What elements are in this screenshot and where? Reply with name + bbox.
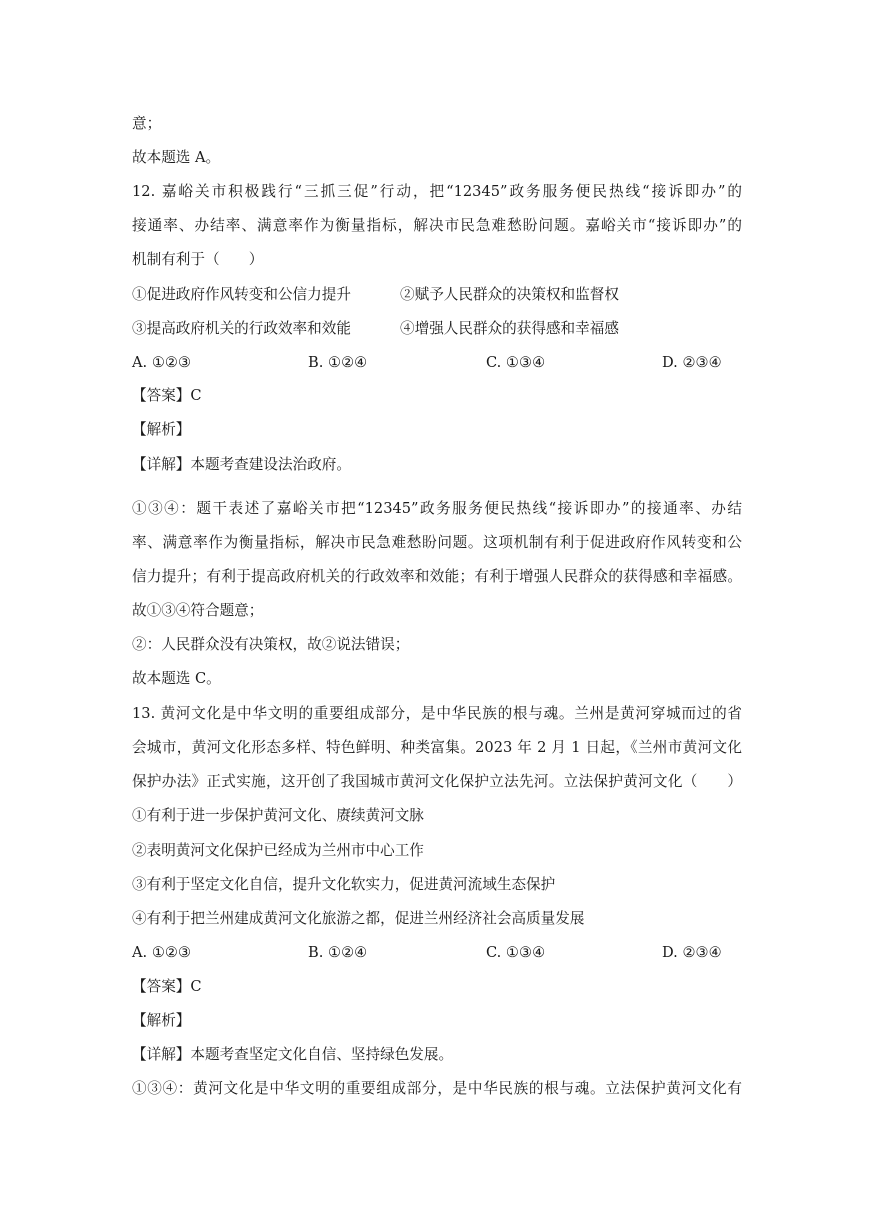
question-12-stem: 机制有利于（ ） xyxy=(132,251,264,268)
detail-line: 【详解】本题考查坚定文化自信、坚持绿色发展。 xyxy=(132,1046,454,1063)
statement: ①有利于进一步保护黄河文化、赓续黄河文脉 xyxy=(132,807,424,824)
option-c: C. ①③④ xyxy=(486,944,546,961)
answer-label: 【答案】C xyxy=(132,387,202,404)
option-b: B. ①②④ xyxy=(308,944,368,961)
answer-label: 【答案】C xyxy=(132,978,202,995)
statement: ②表明黄河文化保护已经成为兰州市中心工作 xyxy=(132,842,424,859)
question-13-stem: 13. 黄河文化是中华文明的重要组成部分，是中华民族的根与魂。兰州是黄河穿城而过的省 xyxy=(132,705,742,722)
option-d: D. ②③④ xyxy=(662,354,722,371)
detail-line: 【详解】本题考查建设法治政府。 xyxy=(132,456,351,473)
statement: ③有利于坚定文化自信，提升文化软实力，促进黄河流域生态保护 xyxy=(132,876,556,893)
question-12-stem: 接通率、办结率、满意率作为衡量指标，解决市民急难愁盼问题。嘉峪关市“接诉即办”的 xyxy=(132,217,742,234)
explanation-line: 信力提升；有利于提高政府机关的行政效率和效能；有利于增强人民群众的获得感和幸福感。 xyxy=(132,568,742,585)
explanation-line: ①③④：黄河文化是中华文明的重要组成部分，是中华民族的根与魂。立法保护黄河文化有 xyxy=(132,1080,742,1097)
text-line: 意； xyxy=(132,115,162,132)
statement: ③提高政府机关的行政效率和效能 xyxy=(132,320,351,337)
explanation-line: 故①③④符合题意； xyxy=(132,602,264,619)
statement: ④增强人民群众的获得感和幸福感 xyxy=(400,320,619,337)
explanation-note: ②：人民群众没有决策权，故②说法错误； xyxy=(132,636,410,653)
statement: ①促进政府作风转变和公信力提升 xyxy=(132,286,351,303)
text-line: 故本题选 A。 xyxy=(132,149,221,166)
conclusion-line: 故本题选 C。 xyxy=(132,670,221,687)
statement: ②赋予人民群众的决策权和监督权 xyxy=(400,286,619,303)
option-c: C. ①③④ xyxy=(486,354,546,371)
option-a: A. ①②③ xyxy=(132,944,192,961)
option-a: A. ①②③ xyxy=(132,354,192,371)
explanation-line: ①③④：题干表述了嘉峪关市把“12345”政务服务便民热线“接诉即办”的接通率、办结 xyxy=(132,500,742,517)
analysis-label: 【解析】 xyxy=(132,421,191,438)
question-12-stem: 12. 嘉峪关市积极践行“三抓三促”行动，把“12345”政务服务便民热线“接诉即办”的 xyxy=(132,183,742,200)
statement: ④有利于把兰州建成黄河文化旅游之都，促进兰州经济社会高质量发展 xyxy=(132,910,585,927)
question-13-stem: 保护办法》正式实施，这开创了我国城市黄河文化保护立法先河。立法保护黄河文化（ ） xyxy=(132,773,742,790)
option-d: D. ②③④ xyxy=(662,944,722,961)
analysis-label: 【解析】 xyxy=(132,1012,191,1029)
question-13-stem: 会城市，黄河文化形态多样、特色鲜明、种类富集。2023 年 2 月 1 日起，《兰州市黄河文化 xyxy=(132,739,742,756)
explanation-line: 率、满意率作为衡量指标，解决市民急难愁盼问题。这项机制有利于促进政府作风转变和公 xyxy=(132,534,742,551)
option-b: B. ①②④ xyxy=(308,354,368,371)
